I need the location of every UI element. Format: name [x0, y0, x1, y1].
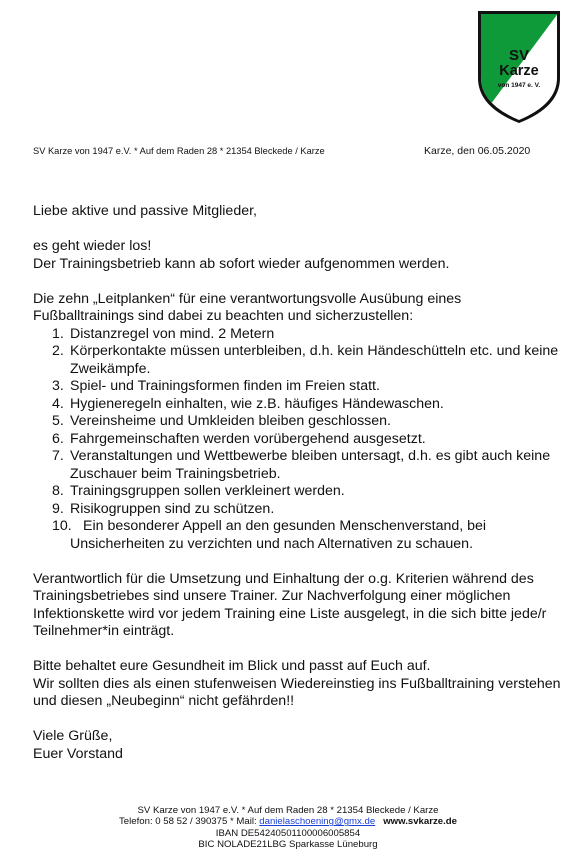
club-logo: [476, 8, 562, 124]
club-crest-icon: [476, 8, 562, 124]
list-item-number: 6.: [52, 430, 64, 447]
responsibility-paragraph: Verantwortlich für die Umsetzung und Einhaltung der o.g. Kriterien während des Trainingsbetriebes sind unsere Trainer. Zur Nachverfolgung einer möglichen Infektionskette wird vor jedem Training eine Liste ausgelegt, in die sich bitte jede/r Teilnehmer*in einträgt.: [33, 570, 547, 639]
footer-bic: BIC NOLADE21LBG Sparkasse Lüneburg: [198, 838, 378, 850]
rules-intro: Die zehn „Leitplanken“ für eine verantwortungsvolle Ausübung eines Fußballtrainings sind dabei zu beachten und sicherzustellen:: [33, 290, 462, 324]
list-item-text: Vereinsheime und Umkleiden bleiben geschlossen.: [70, 413, 391, 429]
salutation: Liebe aktive und passive Mitglieder,: [33, 203, 257, 219]
list-item: [33, 431, 563, 449]
list-item-number: 5.: [52, 413, 64, 429]
list-item-number: 1.: [52, 325, 64, 342]
footer-phone: Telefon: 0 58 52 / 390375 * Mail:: [119, 816, 260, 828]
footer-address: SV Karze von 1947 e.V. * Auf dem Raden 28 * 21354 Bleckede / Karze: [137, 805, 439, 816]
list-item-text: Fahrgemeinschaften werden vorübergehend ausgesetzt.: [70, 430, 426, 447]
letter-body: [33, 203, 563, 763]
list-item-text: Trainingsgruppen sollen verkleinert werden.: [70, 483, 345, 499]
list-item-text: Körperkontakte müssen unterbleiben, d.h. kein Händeschütteln etc. und keine Zweikämpfe.: [70, 343, 559, 377]
sender-address: SV Karze von 1947 e.V. * Auf dem Raden 28 * 21354 Bleckede / Karze: [33, 146, 325, 156]
website-link[interactable]: www.svkarze.de: [383, 816, 457, 828]
list-item: [33, 326, 563, 344]
logo-line1: SV: [508, 47, 530, 64]
signature: Euer Vorstand: [33, 745, 123, 762]
footer: [0, 805, 576, 850]
logo-line3: von 1947 e. V.: [497, 82, 541, 89]
list-item-text: Ein besonderer Appell an den gesunden Menschenverstand, bei: [83, 518, 487, 534]
email-link[interactable]: danielaschoening@gmx.de: [259, 816, 376, 828]
list-item-number: 7.: [52, 448, 64, 464]
letter-date: Karze, den 06.05.2020: [424, 145, 531, 157]
list-item-number: 10.: [52, 518, 72, 534]
list-item: [33, 501, 563, 519]
list-item-text-continued: Unsicherheiten zu verzichten und nach Alternativen zu schauen.: [70, 535, 474, 552]
list-item: [33, 413, 563, 431]
footer-iban: IBAN DE54240501100006005854: [215, 827, 361, 839]
list-item: [33, 396, 563, 414]
list-item-number: 8.: [52, 483, 64, 499]
list-item: [33, 518, 563, 553]
intro-line-2: Der Trainingsbetrieb kann ab sofort wieder aufgenommen werden.: [33, 255, 450, 272]
list-item-number: 9.: [52, 500, 64, 517]
closing: Viele Grüße,: [33, 728, 113, 744]
list-item-text: Spiel- und Trainingsformen finden im Freien statt.: [70, 378, 380, 394]
list-item-number: 3.: [52, 378, 64, 394]
intro-line-1: es geht wieder los!: [33, 238, 152, 254]
list-item: [33, 448, 563, 483]
list-item-text: Veranstaltungen und Wettbewerbe bleiben untersagt, d.h. es gibt auch keine Zuschauer beim Trainingsbetrieb.: [70, 448, 551, 482]
list-item-text: Risikogruppen sind zu schützen.: [70, 500, 275, 517]
health-line-2: Wir sollten dies als einen stufenweisen Wiedereinstieg ins Fußballtraining verstehen und diesen „Neubeginn“ nicht gefährden!!: [33, 675, 561, 709]
list-item: [33, 378, 563, 396]
list-item: [33, 483, 563, 501]
list-item-number: 4.: [52, 395, 64, 412]
list-item-text: Distanzregel von mind. 2 Metern: [70, 325, 275, 342]
list-item: [33, 343, 563, 378]
list-item-number: 2.: [52, 343, 64, 359]
health-line-1: Bitte behaltet eure Gesundheit im Blick und passt auf Euch auf.: [33, 658, 431, 674]
list-item-text: Hygieneregeln einhalten, wie z.B. häufiges Händewaschen.: [70, 395, 444, 412]
rules-list: [33, 326, 563, 554]
footer-contact: [0, 816, 576, 827]
logo-line2: Karze: [499, 63, 539, 79]
